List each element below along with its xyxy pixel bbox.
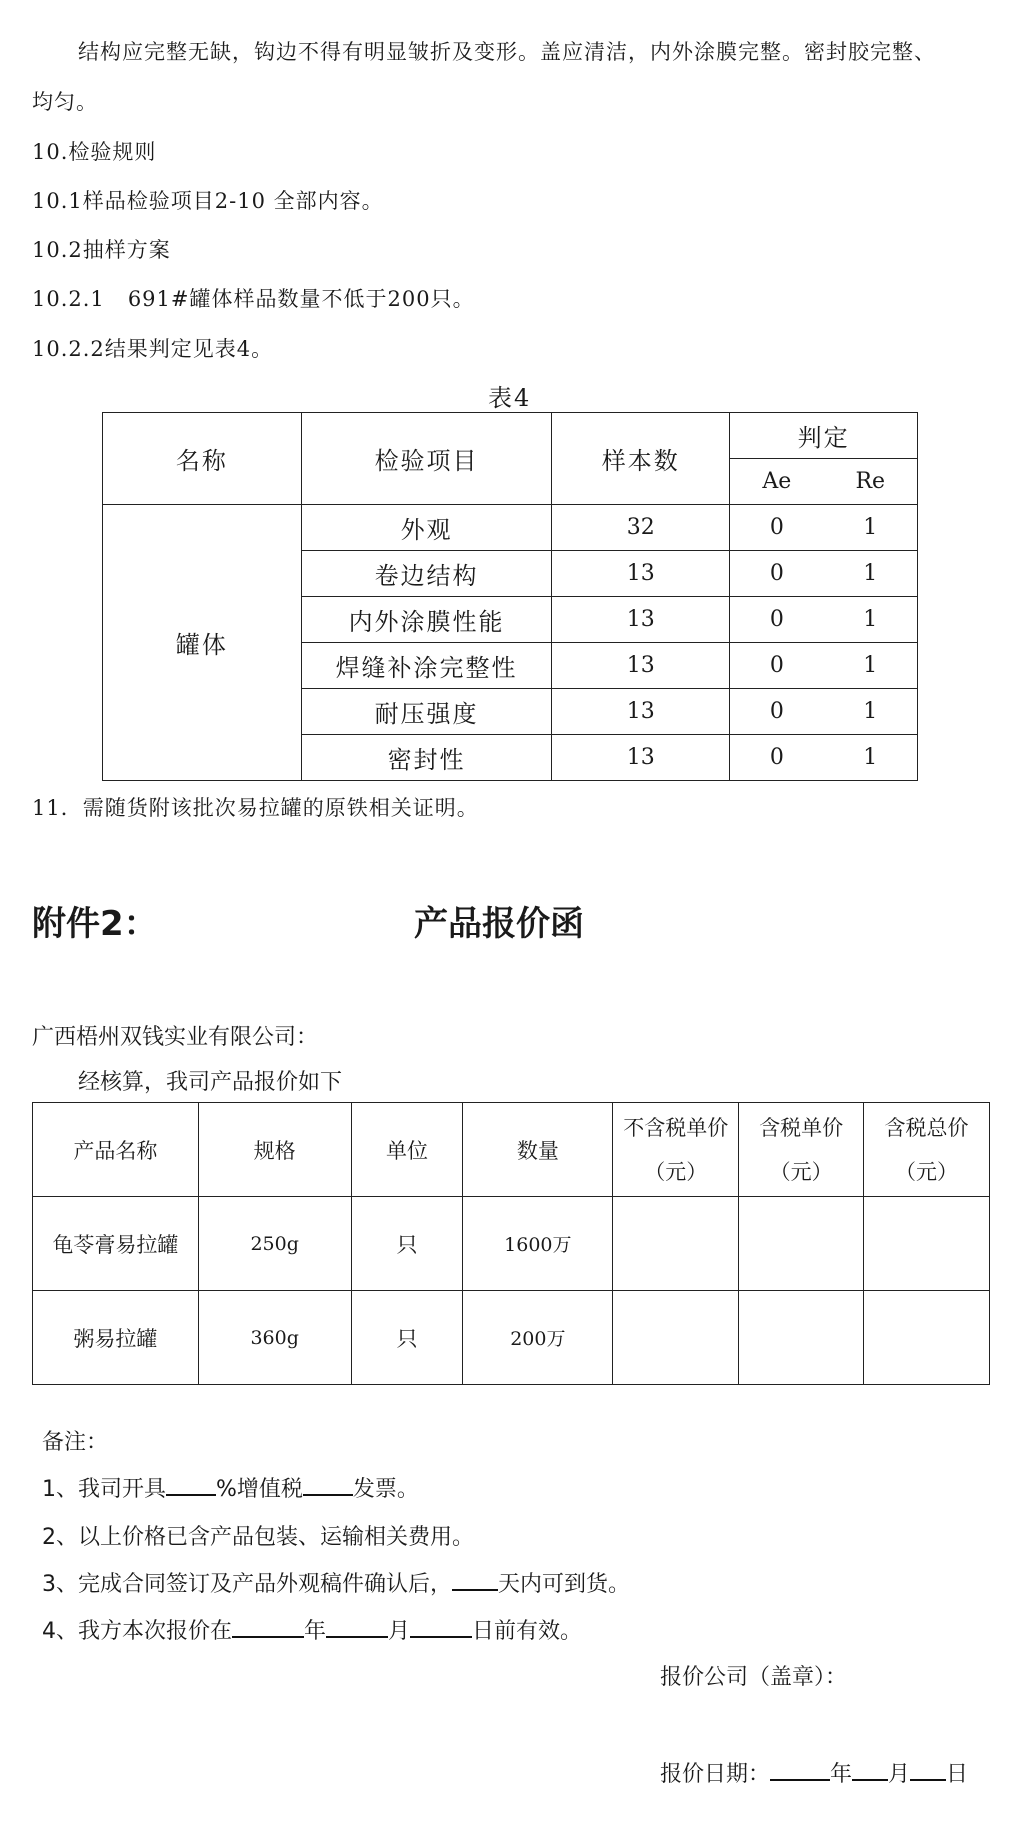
- quote-date-month: 月: [888, 1762, 911, 1787]
- ae-cell: 0: [730, 597, 824, 643]
- qty-cell: 1600万: [463, 1197, 613, 1291]
- header-product-name: 产品名称: [33, 1103, 199, 1197]
- header-item: 检验项目: [301, 413, 552, 505]
- header-total-in-tax-label: 含税总价: [884, 1115, 969, 1140]
- samples-cell: 13: [552, 689, 730, 735]
- note-3: [42, 1567, 630, 1598]
- unit-cell: 只: [351, 1291, 463, 1385]
- addressee: 广西梧州双钱实业有限公司：: [32, 1025, 319, 1050]
- header-price-ex-tax-label: 不含税单价: [623, 1115, 729, 1140]
- ae-cell: 0: [730, 505, 824, 551]
- section-10-1: 10.1样品检验项目2-10 全部内容。: [32, 189, 384, 213]
- qty-cell: 200万: [463, 1291, 613, 1385]
- group-name: 罐体: [103, 505, 302, 781]
- intro-text: 经核算，我司产品报价如下: [78, 1070, 343, 1095]
- note-4: [42, 1614, 582, 1645]
- note-3-text-a: 3、完成合同签订及产品外观稿件确认后，: [42, 1572, 452, 1597]
- re-cell: 1: [824, 735, 918, 781]
- note-1-text-c: 发票。: [352, 1477, 419, 1502]
- note-2: 2、以上价格已含产品包装、运输相关费用。: [42, 1525, 474, 1550]
- section-10: 10.检验规则: [32, 140, 157, 164]
- product-name-cell: 龟苓膏易拉罐: [33, 1197, 199, 1291]
- re-cell: 1: [824, 643, 918, 689]
- ae-cell: 0: [730, 551, 824, 597]
- re-cell: 1: [824, 505, 918, 551]
- para-line2: 均匀。: [32, 90, 98, 114]
- price-in-tax-cell[interactable]: [739, 1291, 864, 1385]
- samples-cell: 13: [552, 597, 730, 643]
- samples-cell: 32: [552, 505, 730, 551]
- header-spec: 规格: [198, 1103, 351, 1197]
- delivery-days-blank[interactable]: [452, 1571, 498, 1591]
- quote-table: [32, 1102, 990, 1385]
- note-1-text-a: 1、我司开具: [42, 1477, 166, 1502]
- samples-cell: 13: [552, 735, 730, 781]
- header-price-in-tax-label: 含税单价: [759, 1115, 844, 1140]
- ae-cell: 0: [730, 735, 824, 781]
- tax-rate-blank[interactable]: [166, 1476, 216, 1496]
- item-cell: 焊缝补涂完整性: [301, 643, 552, 689]
- page-title: 产品报价函: [414, 904, 584, 944]
- attachment-label: 附件2：: [32, 904, 158, 944]
- note-4-year: 年: [304, 1619, 327, 1644]
- note-4-day: 日前有效。: [472, 1619, 583, 1644]
- ae-cell: 0: [730, 643, 824, 689]
- re-cell: 1: [824, 551, 918, 597]
- header-samples: 样本数: [552, 413, 730, 505]
- item-cell: 外观: [301, 505, 552, 551]
- ae-cell: 0: [730, 689, 824, 735]
- note-4-month: 月: [388, 1619, 411, 1644]
- quote-date: [660, 1757, 968, 1788]
- spec-cell: 250g: [198, 1197, 351, 1291]
- invoice-type-blank[interactable]: [303, 1476, 353, 1496]
- notes-title: 备注：: [42, 1430, 109, 1455]
- header-price-ex-tax: [613, 1103, 739, 1197]
- header-re: Re: [824, 459, 918, 505]
- valid-month-blank[interactable]: [326, 1618, 388, 1638]
- table4-caption: 表4: [488, 384, 532, 412]
- date-day-blank[interactable]: [910, 1761, 946, 1781]
- header-judge: 判定: [730, 413, 918, 459]
- re-cell: 1: [824, 597, 918, 643]
- header-price-in-tax: [739, 1103, 864, 1197]
- table-row: [103, 505, 918, 551]
- table-row: [33, 1197, 990, 1291]
- valid-year-blank[interactable]: [232, 1618, 304, 1638]
- inspection-table: [102, 412, 918, 781]
- header-yuan: （元）: [769, 1159, 833, 1184]
- samples-cell: 13: [552, 643, 730, 689]
- note-1-text-b: %增值税: [216, 1477, 303, 1502]
- item-cell: 密封性: [301, 735, 552, 781]
- header-qty: 数量: [463, 1103, 613, 1197]
- table-row: [33, 1291, 990, 1385]
- section-10-2-2: 10.2.2结果判定见表4。: [32, 337, 274, 361]
- header-name: 名称: [103, 413, 302, 505]
- note-1: [42, 1472, 419, 1503]
- price-ex-tax-cell[interactable]: [613, 1291, 739, 1385]
- price-ex-tax-cell[interactable]: [613, 1197, 739, 1291]
- item-cell: 耐压强度: [301, 689, 552, 735]
- quote-date-label: 报价日期：: [660, 1762, 771, 1787]
- quote-company-seal: 报价公司（盖章）：: [660, 1665, 848, 1690]
- samples-cell: 13: [552, 551, 730, 597]
- header-unit: 单位: [351, 1103, 463, 1197]
- re-cell: 1: [824, 689, 918, 735]
- item-cell: 卷边结构: [301, 551, 552, 597]
- section-11: 11．需随货附该批次易拉罐的原铁相关证明。: [32, 796, 479, 820]
- date-month-blank[interactable]: [852, 1761, 888, 1781]
- quote-date-day: 日: [946, 1762, 969, 1787]
- total-in-tax-cell[interactable]: [864, 1291, 990, 1385]
- spec-cell: 360g: [198, 1291, 351, 1385]
- total-in-tax-cell[interactable]: [864, 1197, 990, 1291]
- header-ae: Ae: [730, 459, 824, 505]
- header-yuan: （元）: [644, 1159, 708, 1184]
- header-total-in-tax: [864, 1103, 990, 1197]
- note-3-text-b: 天内可到货。: [498, 1572, 631, 1597]
- section-10-2-1: 10.2.1 691#罐体样品数量不低于200只。: [32, 287, 475, 311]
- price-in-tax-cell[interactable]: [739, 1197, 864, 1291]
- para-line1: 结构应完整无缺，钩边不得有明显皱折及变形。盖应清洁，内外涂膜完整。密封胶完整、: [78, 40, 936, 64]
- valid-day-blank[interactable]: [410, 1618, 472, 1638]
- item-cell: 内外涂膜性能: [301, 597, 552, 643]
- header-yuan: （元）: [895, 1159, 959, 1184]
- note-4-text-a: 4、我方本次报价在: [42, 1619, 232, 1644]
- product-name-cell: 粥易拉罐: [33, 1291, 199, 1385]
- section-10-2: 10.2抽样方案: [32, 238, 171, 262]
- date-year-blank[interactable]: [770, 1761, 830, 1781]
- unit-cell: 只: [351, 1197, 463, 1291]
- quote-date-year: 年: [830, 1762, 853, 1787]
